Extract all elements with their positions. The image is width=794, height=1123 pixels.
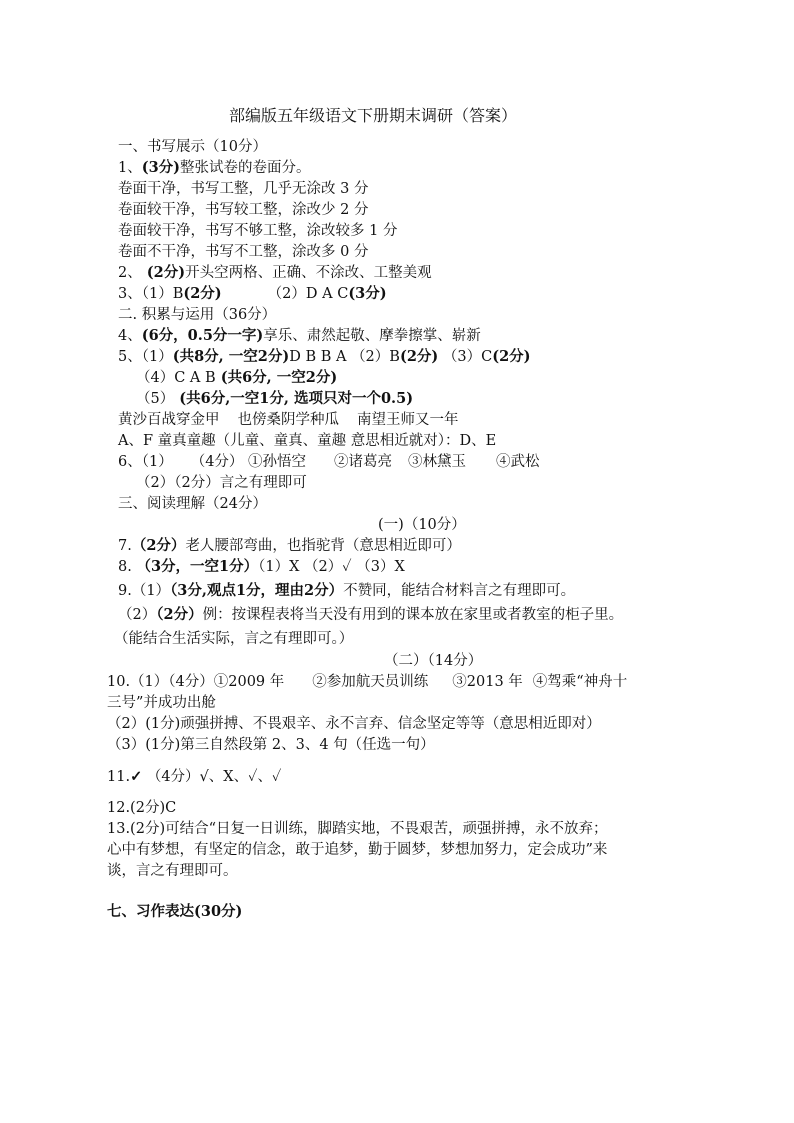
q11-num: 11. [107, 769, 131, 785]
q9-part2-text: 例：按课程表将当天没有用到的课本放在家里或者教室的柜子里。 [202, 607, 624, 623]
q5-part4: （4）C A B [136, 370, 216, 386]
q6-answer-1: ①孙悟空 [248, 454, 307, 470]
section-2-heading: 二. 积累与运用（36分） [118, 307, 277, 323]
criteria-line-3: 卷面较干净，书写不够工整，涂改较多 1 分 [118, 223, 398, 239]
subsection-2-heading: （二）（14分） [384, 653, 483, 669]
poem-answer-1: 黄沙百战穿金甲 [118, 412, 220, 428]
q9-part1: 9.（1） [118, 583, 171, 599]
q5-part1-score: (共8分, 一空2分) [172, 348, 290, 365]
q9-line-2 [118, 605, 623, 625]
q10-answer-3: ③2013 年 [452, 674, 523, 690]
q5-part5-score: (共6分,一空1分, 选项只对一个0.5) [174, 390, 414, 407]
q3-part1-score: (2分) [183, 285, 222, 302]
q5-line-1 [118, 347, 531, 367]
q9-line-1 [118, 581, 575, 601]
q1-line [118, 158, 311, 178]
q5-part1-answer: D B B A [289, 349, 347, 365]
q3-part2: （2）D A C [267, 286, 349, 302]
q9-part1-score: （3分,观点1分，理由2分） [170, 582, 344, 599]
q4-score: (6分，0.5分一字) [141, 327, 264, 344]
q2-score: (2分) [141, 264, 186, 281]
page-title: 部编版五年级语文下册期末调研（答案） [229, 106, 518, 125]
q6-line-2: （2）（2分）言之有理即可 [136, 475, 307, 491]
poem-answer-2: 也傍桑阴学种瓜 [237, 412, 339, 428]
check-mark-icon: ✓ [130, 768, 143, 785]
q1-num: 1、 [118, 160, 142, 176]
q5-part3: （3）C [442, 349, 493, 365]
q5-choice-line: A、F 童真童趣（儿童、童真、童趣 意思相近就对）：D、E [118, 433, 497, 449]
q10-line-1 [107, 672, 627, 692]
q3-part2-score: (3分) [348, 285, 387, 302]
q10-line-2: （2）(1分)顽强拼搏、不畏艰辛、永不言弃、信念坚定等等（意思相近即对） [107, 716, 601, 732]
criteria-line-1: 卷面干净，书写工整，几乎无涂改 3 分 [118, 181, 369, 197]
q1-text: 整张试卷的卷面分。 [180, 160, 311, 176]
q5-poem-line [118, 410, 459, 430]
q13-line-1: 13.(2分)可结合“日复一日训练，脚踏实地，不畏艰苦，顽强拼搏，永不放弃； [107, 821, 608, 837]
q8-line [118, 557, 405, 577]
criteria-line-4: 卷面不干净，书写不工整，涂改多 0 分 [118, 244, 369, 260]
q5-part2-score: (2分) [399, 348, 439, 365]
q3-part1: 3、（1）B [118, 286, 184, 302]
q5-part2: （2）B [351, 349, 400, 365]
q2-num: 2、 [118, 265, 142, 281]
q9-line-3: （能结合生活实际，言之有理即可。） [114, 631, 354, 647]
section-1-heading: 一、书写展示（10分） [118, 139, 267, 155]
q7-num: 7. [118, 538, 132, 554]
q10-line-1b: 三号”并成功出舱 [107, 695, 216, 711]
q8-score: （3分，一空1分） [136, 558, 259, 575]
q5-part5: （5） [136, 391, 175, 407]
q8-text: （1）X （2）✓ （3）X [258, 559, 405, 575]
q7-text: 老人腰部弯曲，也指驼背（意思相近即可） [185, 538, 461, 554]
q1-score: (3分) [141, 159, 181, 176]
q6-line-1 [118, 452, 540, 472]
q10-answer-2: ②参加航天员训练 [312, 674, 429, 690]
q10-answer-1: 10.（1）（4分）①2009 年 [107, 674, 285, 690]
q6-answer-4: ④武松 [496, 454, 540, 470]
q11-line [107, 767, 281, 787]
q9-part2-score: （2分） [156, 606, 203, 623]
q7-score: （2分） [131, 537, 186, 554]
q6-answer-3: ③林黛玉 [408, 454, 467, 470]
q4-text: 享乐、肃然起敬、摩拳擦掌、崭新 [263, 328, 481, 344]
q5-part4-score: (共6分, 一空2分) [215, 369, 338, 386]
q5-part1: 5、（1） [118, 349, 173, 365]
q4-num: 4、 [118, 328, 142, 344]
q6-part1: 6、（1） [118, 454, 173, 470]
q10-line-3: （3）(1分)第三自然段第 2、3、4 句（任选一句） [107, 737, 435, 753]
q12-line: 12.(2分)C [107, 800, 177, 816]
q9-part1-text: 不赞同，能结合材料言之有理即可。 [343, 583, 576, 599]
poem-answer-3: 南望王师又一年 [357, 412, 459, 428]
q10-answer-4: ④驾乘“神舟十 [532, 674, 628, 690]
q8-num: 8. [118, 559, 132, 575]
q4-line [118, 326, 481, 346]
q6-answer-2: ②诸葛亮 [334, 454, 393, 470]
q7-line [118, 536, 461, 556]
q2-text: 开头空两格、正确、不涂改、工整美观 [185, 265, 432, 281]
section-3-heading: 三、阅读理解（24分） [118, 496, 267, 512]
q5-line-3 [136, 389, 413, 409]
criteria-line-2: 卷面较干净，书写较工整，涂改少 2 分 [118, 202, 369, 218]
q3-line [118, 284, 387, 304]
q11-text: （4分）√、X、✓、✓ [146, 769, 282, 785]
section-7-heading: 七、习作表达(30分) [107, 903, 243, 920]
q6-part1-score: （4分） [190, 454, 244, 470]
q5-part3-score: (2分) [492, 348, 531, 365]
q5-line-2 [136, 368, 337, 388]
q9-part2: （2） [118, 607, 157, 623]
q2-line [118, 263, 432, 283]
q13-line-3: 谈，言之有理即可。 [107, 863, 238, 879]
q13-line-2: 心中有梦想，有坚定的信念，敢于追梦，勤于圆梦，梦想加努力，定会成功”来 [107, 842, 608, 858]
subsection-1-heading: (一)（10分） [378, 517, 466, 533]
